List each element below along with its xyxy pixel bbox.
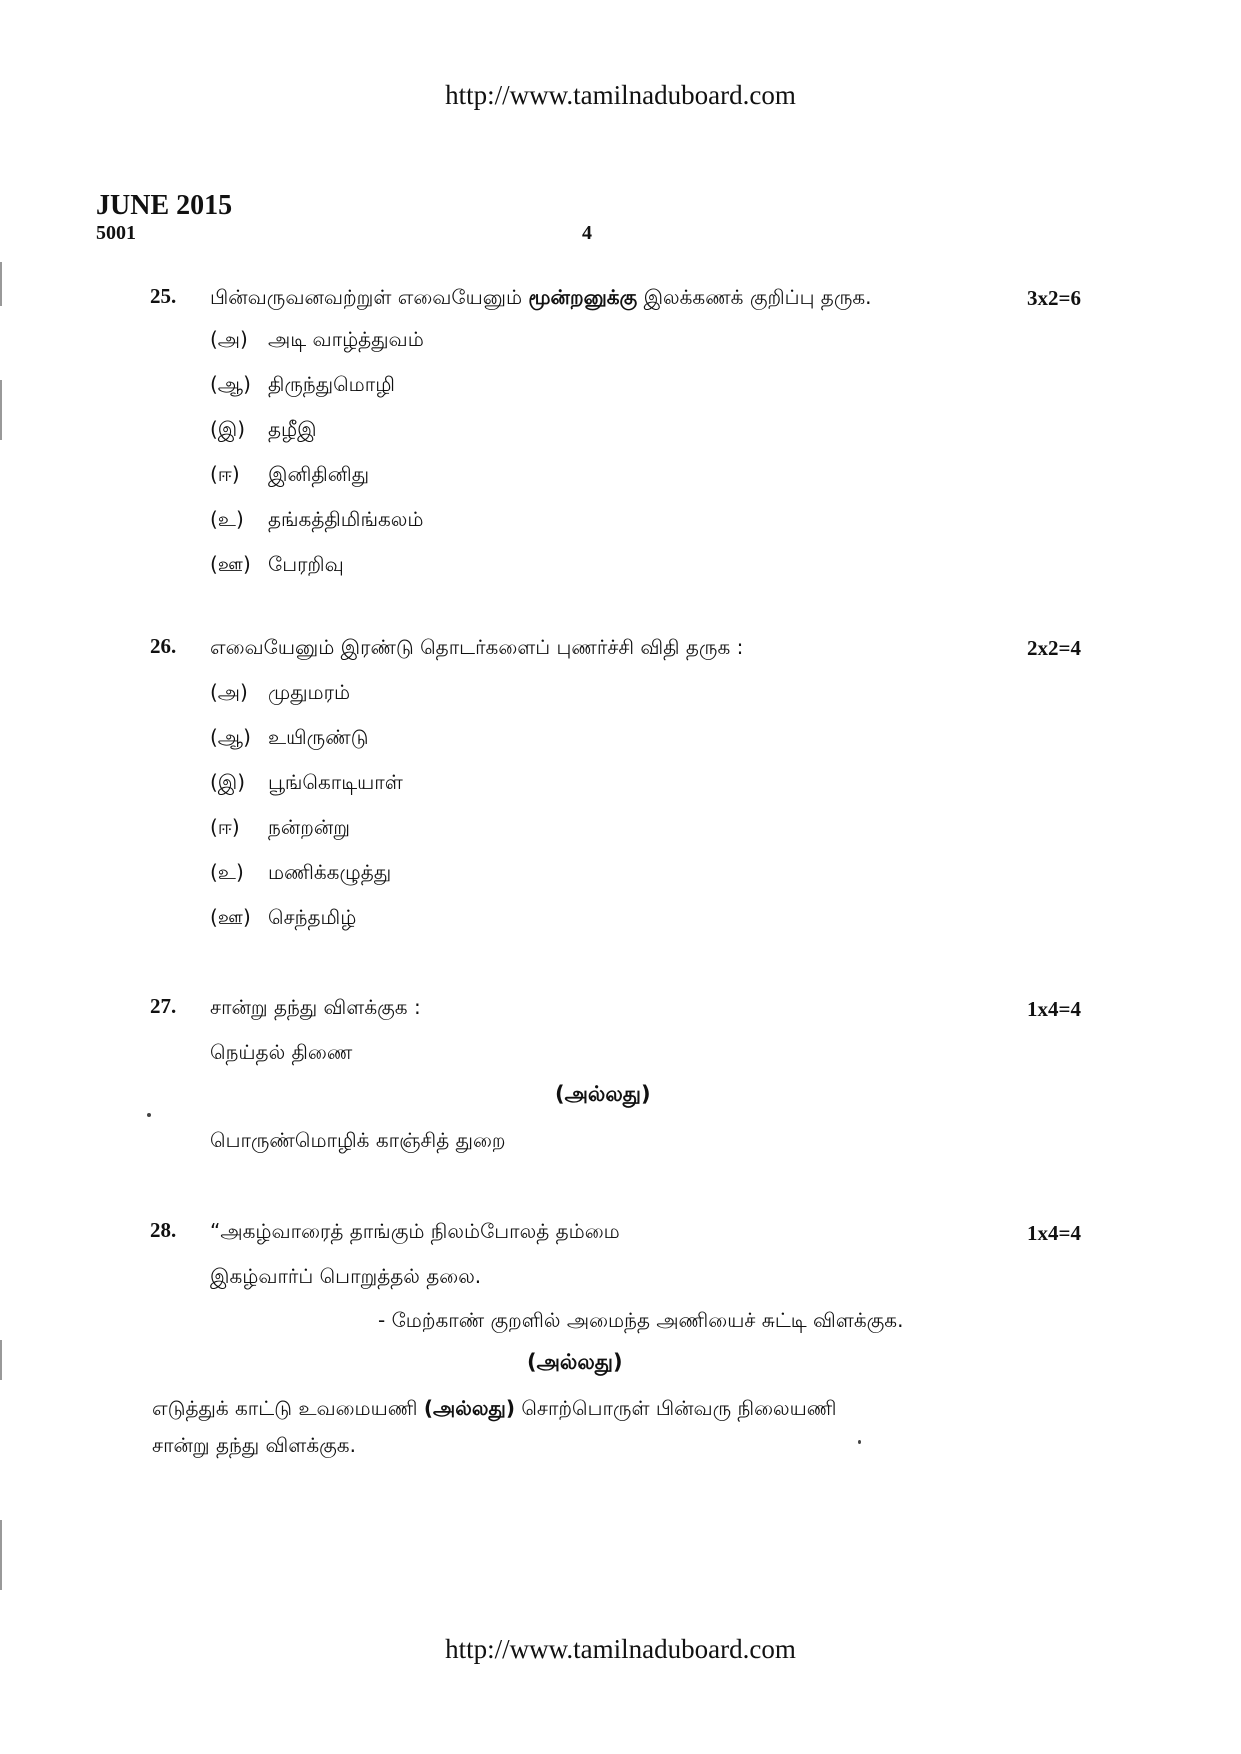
option-item: (ஆ) திருந்துமொழி: [210, 372, 395, 396]
question-number: 25.: [150, 284, 177, 308]
option-item: (ஈ) இனிதினிது: [210, 462, 370, 486]
option-item: (இ) தழீஇ: [210, 417, 317, 441]
scan-speck: [858, 1440, 861, 1444]
exam-title: JUNE 2015: [96, 190, 233, 221]
scan-edge-mark: [0, 380, 2, 440]
question-text: சான்று தந்து விளக்குக :: [210, 995, 421, 1019]
option-item: (அ) அடி வாழ்த்துவம்: [210, 327, 424, 351]
question-number: 28.: [150, 1218, 177, 1242]
scan-speck: [147, 1113, 151, 1117]
couplet-line: “அகழ்வாரைத் தாங்கும் நிலம்போலத் தம்மை: [210, 1219, 620, 1243]
option-item: (ஆ) உயிருண்டு: [210, 725, 369, 749]
or-separator: (அல்லது): [527, 1350, 623, 1374]
option-item: (இ) பூங்கொடியாள்: [210, 770, 403, 794]
exam-code: 5001: [96, 222, 136, 244]
question-marks: 1x4=4: [1027, 997, 1081, 1021]
question-emphasis: மூன்றனுக்கு: [528, 285, 638, 309]
question-text: பின்வருவனவற்றுள் எவையேனும் மூன்றனுக்கு இலக்கணக் குறிப்பு தருக.: [210, 285, 872, 309]
answer-option: நெய்தல் திணை: [210, 1040, 353, 1064]
or-inline: (அல்லது): [423, 1396, 515, 1420]
scan-edge-mark: [0, 1340, 2, 1380]
question-marks: 2x2=4: [1027, 636, 1081, 660]
scan-edge-mark: [0, 262, 2, 306]
option-item: (ஊ) பேரறிவு: [210, 552, 344, 576]
scan-edge-mark: [0, 1520, 2, 1590]
option-item: (உ) மணிக்கழுத்து: [210, 860, 392, 884]
question-marks: 1x4=4: [1027, 1221, 1081, 1245]
option-item: (உ) தங்கத்திமிங்கலம்: [210, 507, 424, 531]
page-number: 4: [582, 222, 592, 244]
question-number: 27.: [150, 994, 177, 1018]
couplet-line: இகழ்வார்ப் பொறுத்தல் தலை.: [210, 1264, 482, 1288]
option-item: (ஈ) நன்றன்று: [210, 815, 350, 839]
option-item: (ஊ) செந்தமிழ்: [210, 905, 357, 929]
alternate-question-line2: சான்று தந்து விளக்குக.: [152, 1433, 356, 1457]
question-text: எவையேனும் இரண்டு தொடர்களைப் புணர்ச்சி விதி தருக :: [210, 635, 744, 659]
header-url: http://www.tamilnaduboard.com: [445, 80, 796, 110]
question-instruction: - மேற்காண் குறளில் அமைந்த அணியைச் சுட்டி விளக்குக.: [378, 1308, 904, 1332]
question-marks: 3x2=6: [1027, 286, 1081, 310]
question-number: 26.: [150, 634, 177, 658]
alternate-question: எடுத்துக் காட்டு உவமையணி (அல்லது) சொற்பொருள் பின்வரு நிலையணி: [152, 1396, 837, 1420]
option-item: (அ) முதுமரம்: [210, 680, 351, 704]
answer-option: பொருண்மொழிக் காஞ்சித் துறை: [210, 1128, 506, 1152]
footer-url: http://www.tamilnaduboard.com: [445, 1634, 796, 1664]
or-separator: (அல்லது): [555, 1082, 651, 1106]
